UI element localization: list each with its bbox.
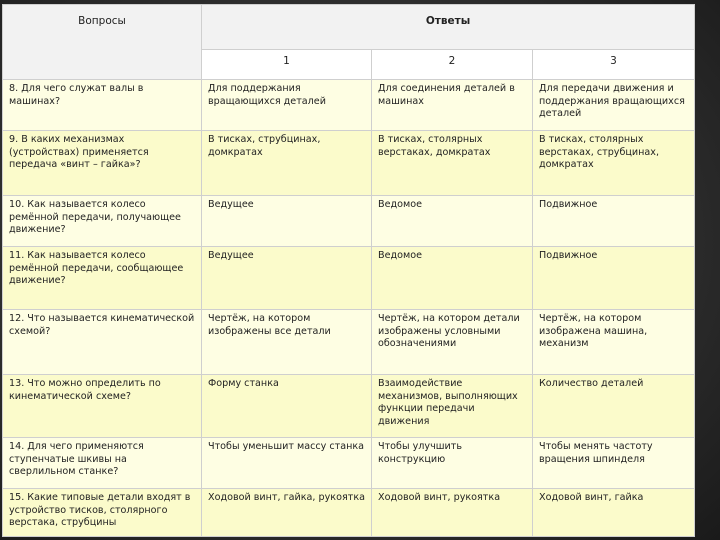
answer-cell-3: Подвижное — [533, 196, 695, 247]
answer-number-2: 2 — [372, 49, 533, 79]
answer-cell-1: Для поддержания вращающихся деталей — [202, 80, 372, 131]
answer-cell-1: Чтобы уменьшит массу станка — [202, 438, 372, 489]
table-row — [3, 196, 695, 247]
answer-cell-2: Для соединения деталей в машинах — [372, 80, 533, 131]
answer-cell-2: В тисках, столярных верстаках, домкратах — [372, 131, 533, 196]
table-row — [3, 438, 695, 489]
table-row — [3, 375, 695, 438]
answer-cell-3: Ходовой винт, гайка — [533, 489, 695, 537]
question-cell: 14. Для чего применяются ступенчатые шкивы на сверлильном станке? — [3, 438, 202, 489]
answer-cell-3: Для передачи движения и поддержания вращающихся деталей — [533, 80, 695, 131]
answer-cell-1: Форму станка — [202, 375, 372, 438]
table-row — [3, 489, 695, 537]
table-row — [3, 247, 695, 310]
question-cell: 12. Что называется кинематической схемой? — [3, 310, 202, 375]
answer-cell-2: Чертёж, на котором детали изображены условными обозначениями — [372, 310, 533, 375]
answer-cell-1: В тисках, струбцинах, домкратах — [202, 131, 372, 196]
table-row — [3, 310, 695, 375]
answer-cell-2: Ведомое — [372, 196, 533, 247]
answer-cell-3: Подвижное — [533, 247, 695, 310]
question-cell: 11. Как называется колесо ремённой передачи, сообщающее движение? — [3, 247, 202, 310]
answer-cell-3: В тисках, столярных верстаках, струбцинах, домкратах — [533, 131, 695, 196]
answer-cell-1: Ходовой винт, гайка, рукоятка — [202, 489, 372, 537]
answer-cell-2: Чтобы улучшить конструкцию — [372, 438, 533, 489]
header-questions: Вопросы — [3, 5, 202, 80]
header-answers: Ответы — [202, 5, 695, 50]
answer-cell-1: Ведущее — [202, 247, 372, 310]
table-row — [3, 131, 695, 196]
question-cell: 8. Для чего служат валы в машинах? — [3, 80, 202, 131]
answer-cell-3: Чтобы менять частоту вращения шпинделя — [533, 438, 695, 489]
answer-cell-2: Взаимодействие механизмов, выполняющих функции передачи движения — [372, 375, 533, 438]
answer-number-1: 1 — [202, 49, 372, 79]
question-cell: 9. В каких механизмах (устройствах) применяется передача «винт – гайка»? — [3, 131, 202, 196]
answer-cell-3: Чертёж, на котором изображена машина, механизм — [533, 310, 695, 375]
table-row — [3, 80, 695, 131]
quiz-table — [2, 4, 695, 537]
answer-cell-3: Количество деталей — [533, 375, 695, 438]
answer-cell-2: Ходовой винт, рукоятка — [372, 489, 533, 537]
answer-number-3: 3 — [533, 49, 695, 79]
answer-cell-1: Ведущее — [202, 196, 372, 247]
answer-cell-2: Ведомое — [372, 247, 533, 310]
answer-cell-1: Чертёж, на котором изображены все детали — [202, 310, 372, 375]
question-cell: 10. Как называется колесо ремённой передачи, получающее движение? — [3, 196, 202, 247]
question-cell: 13. Что можно определить по кинематической схеме? — [3, 375, 202, 438]
question-cell: 15. Какие типовые детали входят в устройство тисков, столярного верстака, струбцины — [3, 489, 202, 537]
